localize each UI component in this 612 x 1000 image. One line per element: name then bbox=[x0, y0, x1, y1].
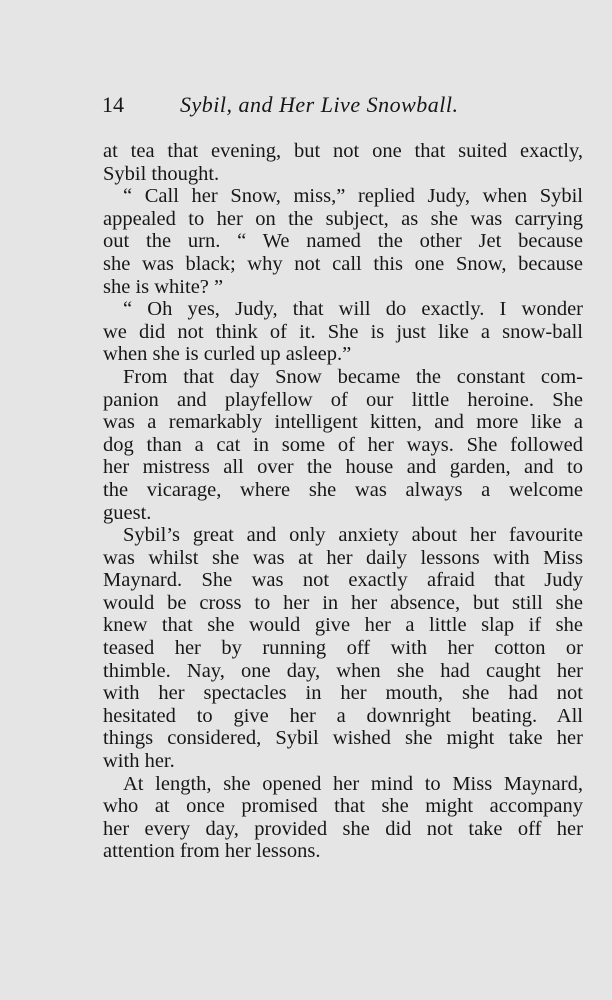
text-line: hesitated to give her a downright beating. All bbox=[103, 704, 583, 727]
text-line: panion and playfellow of our little heroine. She bbox=[103, 388, 583, 411]
text-line: when she is curled up asleep.” bbox=[103, 343, 352, 366]
text-line: Sybil’s great and only anxiety about her favourite bbox=[123, 524, 583, 547]
text-line: who at once promised that she might accompany bbox=[103, 795, 583, 818]
text-line: guest. bbox=[103, 501, 152, 524]
text-line: she was black; why not call this one Snow, because bbox=[103, 252, 583, 275]
text-line: knew that she would give her a little slap if she bbox=[103, 614, 583, 637]
text-line: things considered, Sybil wished she might take her bbox=[103, 727, 583, 750]
text-line: dog than a cat in some of her ways. She followed bbox=[103, 433, 583, 456]
running-title: Sybil, and Her Live Snowball. bbox=[180, 92, 459, 117]
text-line: her mistress all over the house and garden, and to bbox=[103, 456, 583, 479]
text-line: her every day, provided she did not take off her bbox=[103, 817, 583, 840]
text-line: At length, she opened her mind to Miss Maynard, bbox=[123, 772, 583, 795]
text-line: would be cross to her in her absence, but still she bbox=[103, 591, 583, 614]
text-line: out the urn. “ We named the other Jet because bbox=[103, 230, 583, 253]
text-line: “ Oh yes, Judy, that will do exactly. I wonder bbox=[123, 298, 583, 321]
text-line: From that day Snow became the constant com- bbox=[123, 365, 583, 388]
text-line: the vicarage, where she was always a welcome bbox=[103, 478, 583, 501]
text-line: with her. bbox=[103, 750, 175, 773]
page-number: 14 bbox=[102, 92, 124, 117]
text-line: thimble. Nay, one day, when she had caught her bbox=[103, 659, 583, 682]
text-line: at tea that evening, but not one that suited exactly, bbox=[103, 140, 583, 162]
text-line: was whilst she was at her daily lessons with Miss bbox=[103, 546, 583, 569]
running-head bbox=[102, 92, 532, 122]
text-line: was a remarkably intelligent kitten, and more like a bbox=[103, 411, 583, 434]
text-line: appealed to her on the subject, as she was carrying bbox=[103, 207, 583, 230]
text-line: with her spectacles in her mouth, she had not bbox=[103, 682, 583, 705]
text-line: Maynard. She was not exactly afraid that Judy bbox=[103, 569, 583, 592]
body-text bbox=[103, 140, 583, 863]
text-line: she is white? ” bbox=[103, 275, 224, 298]
text-line: teased her by running off with her cotton or bbox=[103, 637, 583, 660]
text-line: Sybil thought. bbox=[103, 162, 220, 185]
text-line: attention from her lessons. bbox=[103, 840, 321, 863]
text-line: we did not think of it. She is just like a snow-ball bbox=[103, 320, 583, 343]
text-line: “ Call her Snow, miss,” replied Judy, when Sybil bbox=[123, 185, 583, 208]
